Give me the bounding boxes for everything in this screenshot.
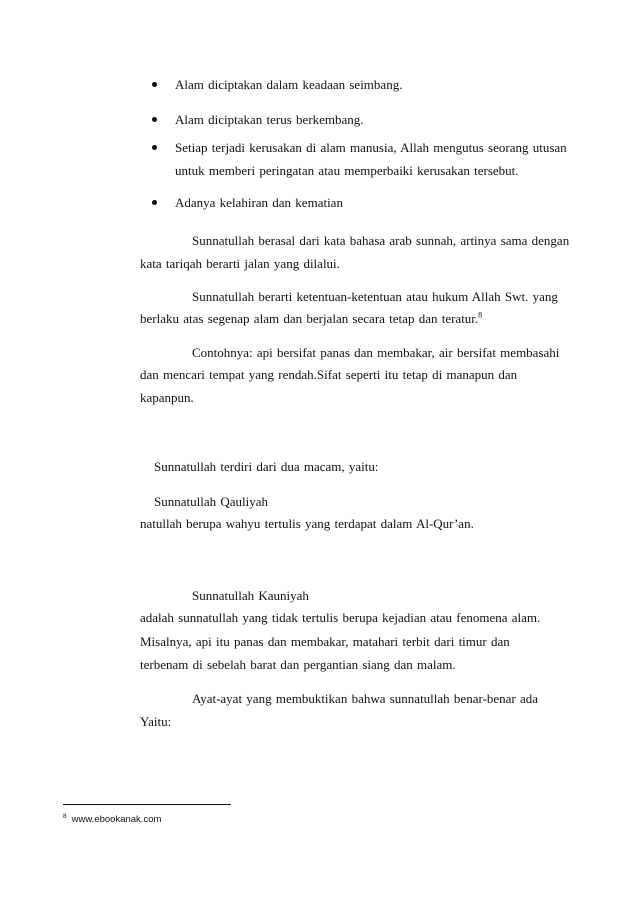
footnote-separator	[63, 804, 231, 805]
footnote-reference: 8	[478, 310, 483, 320]
ayat-line-2: Yaitu:	[140, 714, 172, 729]
ayat-line-1: Ayat-ayat yang membuktikan bahwa sunnatullah benar-benar ada	[192, 691, 539, 706]
footnote-mark: 8	[63, 812, 67, 820]
bullet-item-4: Adanya kelahiran dan kematian	[175, 195, 343, 210]
paragraph-2-text: berlaku atas segenap alam dan berjalan secara tetap dan teratur.	[140, 311, 479, 326]
footnote	[63, 814, 161, 826]
paragraph-1-line-2: kata tariqah berarti jalan yang dilalui.	[140, 256, 340, 271]
kauniyah-title: Sunnatullah Kauniyah	[192, 588, 309, 603]
bullet-item-1: Alam diciptakan dalam keadaan seimbang.	[175, 77, 403, 92]
paragraph-2-line-2	[140, 311, 482, 327]
footnote-text: www.ebookanak.com	[71, 814, 162, 825]
kauniyah-line-3: terbenam di sebelah barat dan pergantian siang dan malam.	[140, 657, 456, 672]
bullet-marker	[152, 82, 157, 87]
kauniyah-line-1: adalah sunnatullah yang tidak tertulis berupa kejadian atau fenomena alam.	[140, 610, 541, 625]
bullet-marker	[152, 145, 157, 150]
types-intro: Sunnatullah terdiri dari dua macam, yaitu:	[154, 459, 379, 474]
paragraph-3-line-3: kapanpun.	[140, 390, 194, 405]
paragraph-2-line-1: Sunnatullah berarti ketentuan-ketentuan atau hukum Allah Swt. yang	[192, 289, 558, 304]
paragraph-3-line-1: Contohnya: api bersifat panas dan membakar, air bersifat membasahi	[192, 345, 560, 360]
bullet-item-3-line-2: untuk memberi peringatan atau memperbaiki kerusakan tersebut.	[175, 163, 519, 178]
bullet-marker	[152, 200, 157, 205]
qauliyah-description: natullah berupa wahyu tertulis yang terdapat dalam Al-Qur’an.	[140, 516, 474, 531]
bullet-marker	[152, 117, 157, 122]
paragraph-3-line-2: dan mencari tempat yang rendah.Sifat seperti itu tetap di manapun dan	[140, 367, 518, 382]
paragraph-1-line-1: Sunnatullah berasal dari kata bahasa arab sunnah, artinya sama dengan	[192, 233, 570, 248]
kauniyah-line-2: Misalnya, api itu panas dan membakar, matahari terbit dari timur dan	[140, 634, 510, 649]
bullet-item-3-line-1: Setiap terjadi kerusakan di alam manusia, Allah mengutus seorang utusan	[175, 140, 567, 155]
qauliyah-title: Sunnatullah Qauliyah	[154, 494, 269, 509]
bullet-item-2: Alam diciptakan terus berkembang.	[175, 112, 364, 127]
